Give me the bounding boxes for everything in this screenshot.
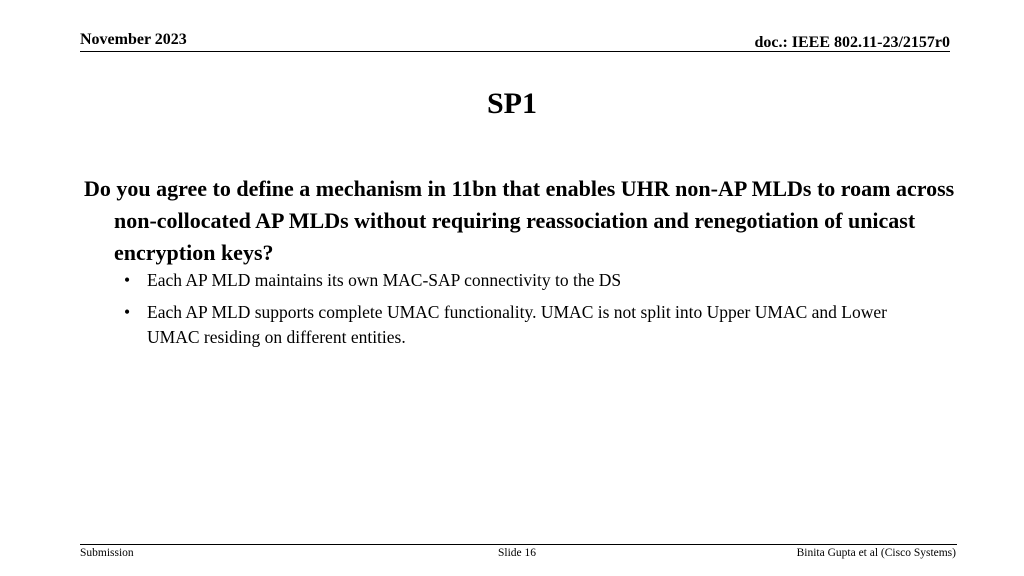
bullet-list [122, 268, 922, 357]
straw-poll-question: Do you agree to define a mechanism in 11bn that enables UHR non-AP MLDs to roam across non-collocated AP MLDs without requiring reassociation and renegotiation of unicast encryption keys? [84, 176, 955, 265]
footer-author: Binita Gupta et al (Cisco Systems) [796, 547, 956, 559]
header-doc-id: doc.: IEEE 802.11-23/2157r0 [754, 34, 950, 51]
footer-divider [80, 544, 957, 545]
bullet-icon: • [124, 302, 131, 322]
bullet-text: Each AP MLD maintains its own MAC-SAP connectivity to the DS [147, 270, 622, 290]
bullet-item [122, 300, 922, 350]
bullet-item [122, 268, 922, 293]
header-divider [80, 51, 950, 52]
slide-title: SP1 [486, 87, 537, 120]
bullet-text: Each AP MLD supports complete UMAC functionality. UMAC is not split into Upper UMAC and Lower UMAC residing on different entities. [147, 302, 887, 347]
footer-submission: Submission [80, 547, 134, 559]
bullet-icon: • [124, 270, 131, 290]
footer-slide-number: Slide 16 [497, 547, 536, 559]
header-date: November 2023 [80, 31, 187, 48]
